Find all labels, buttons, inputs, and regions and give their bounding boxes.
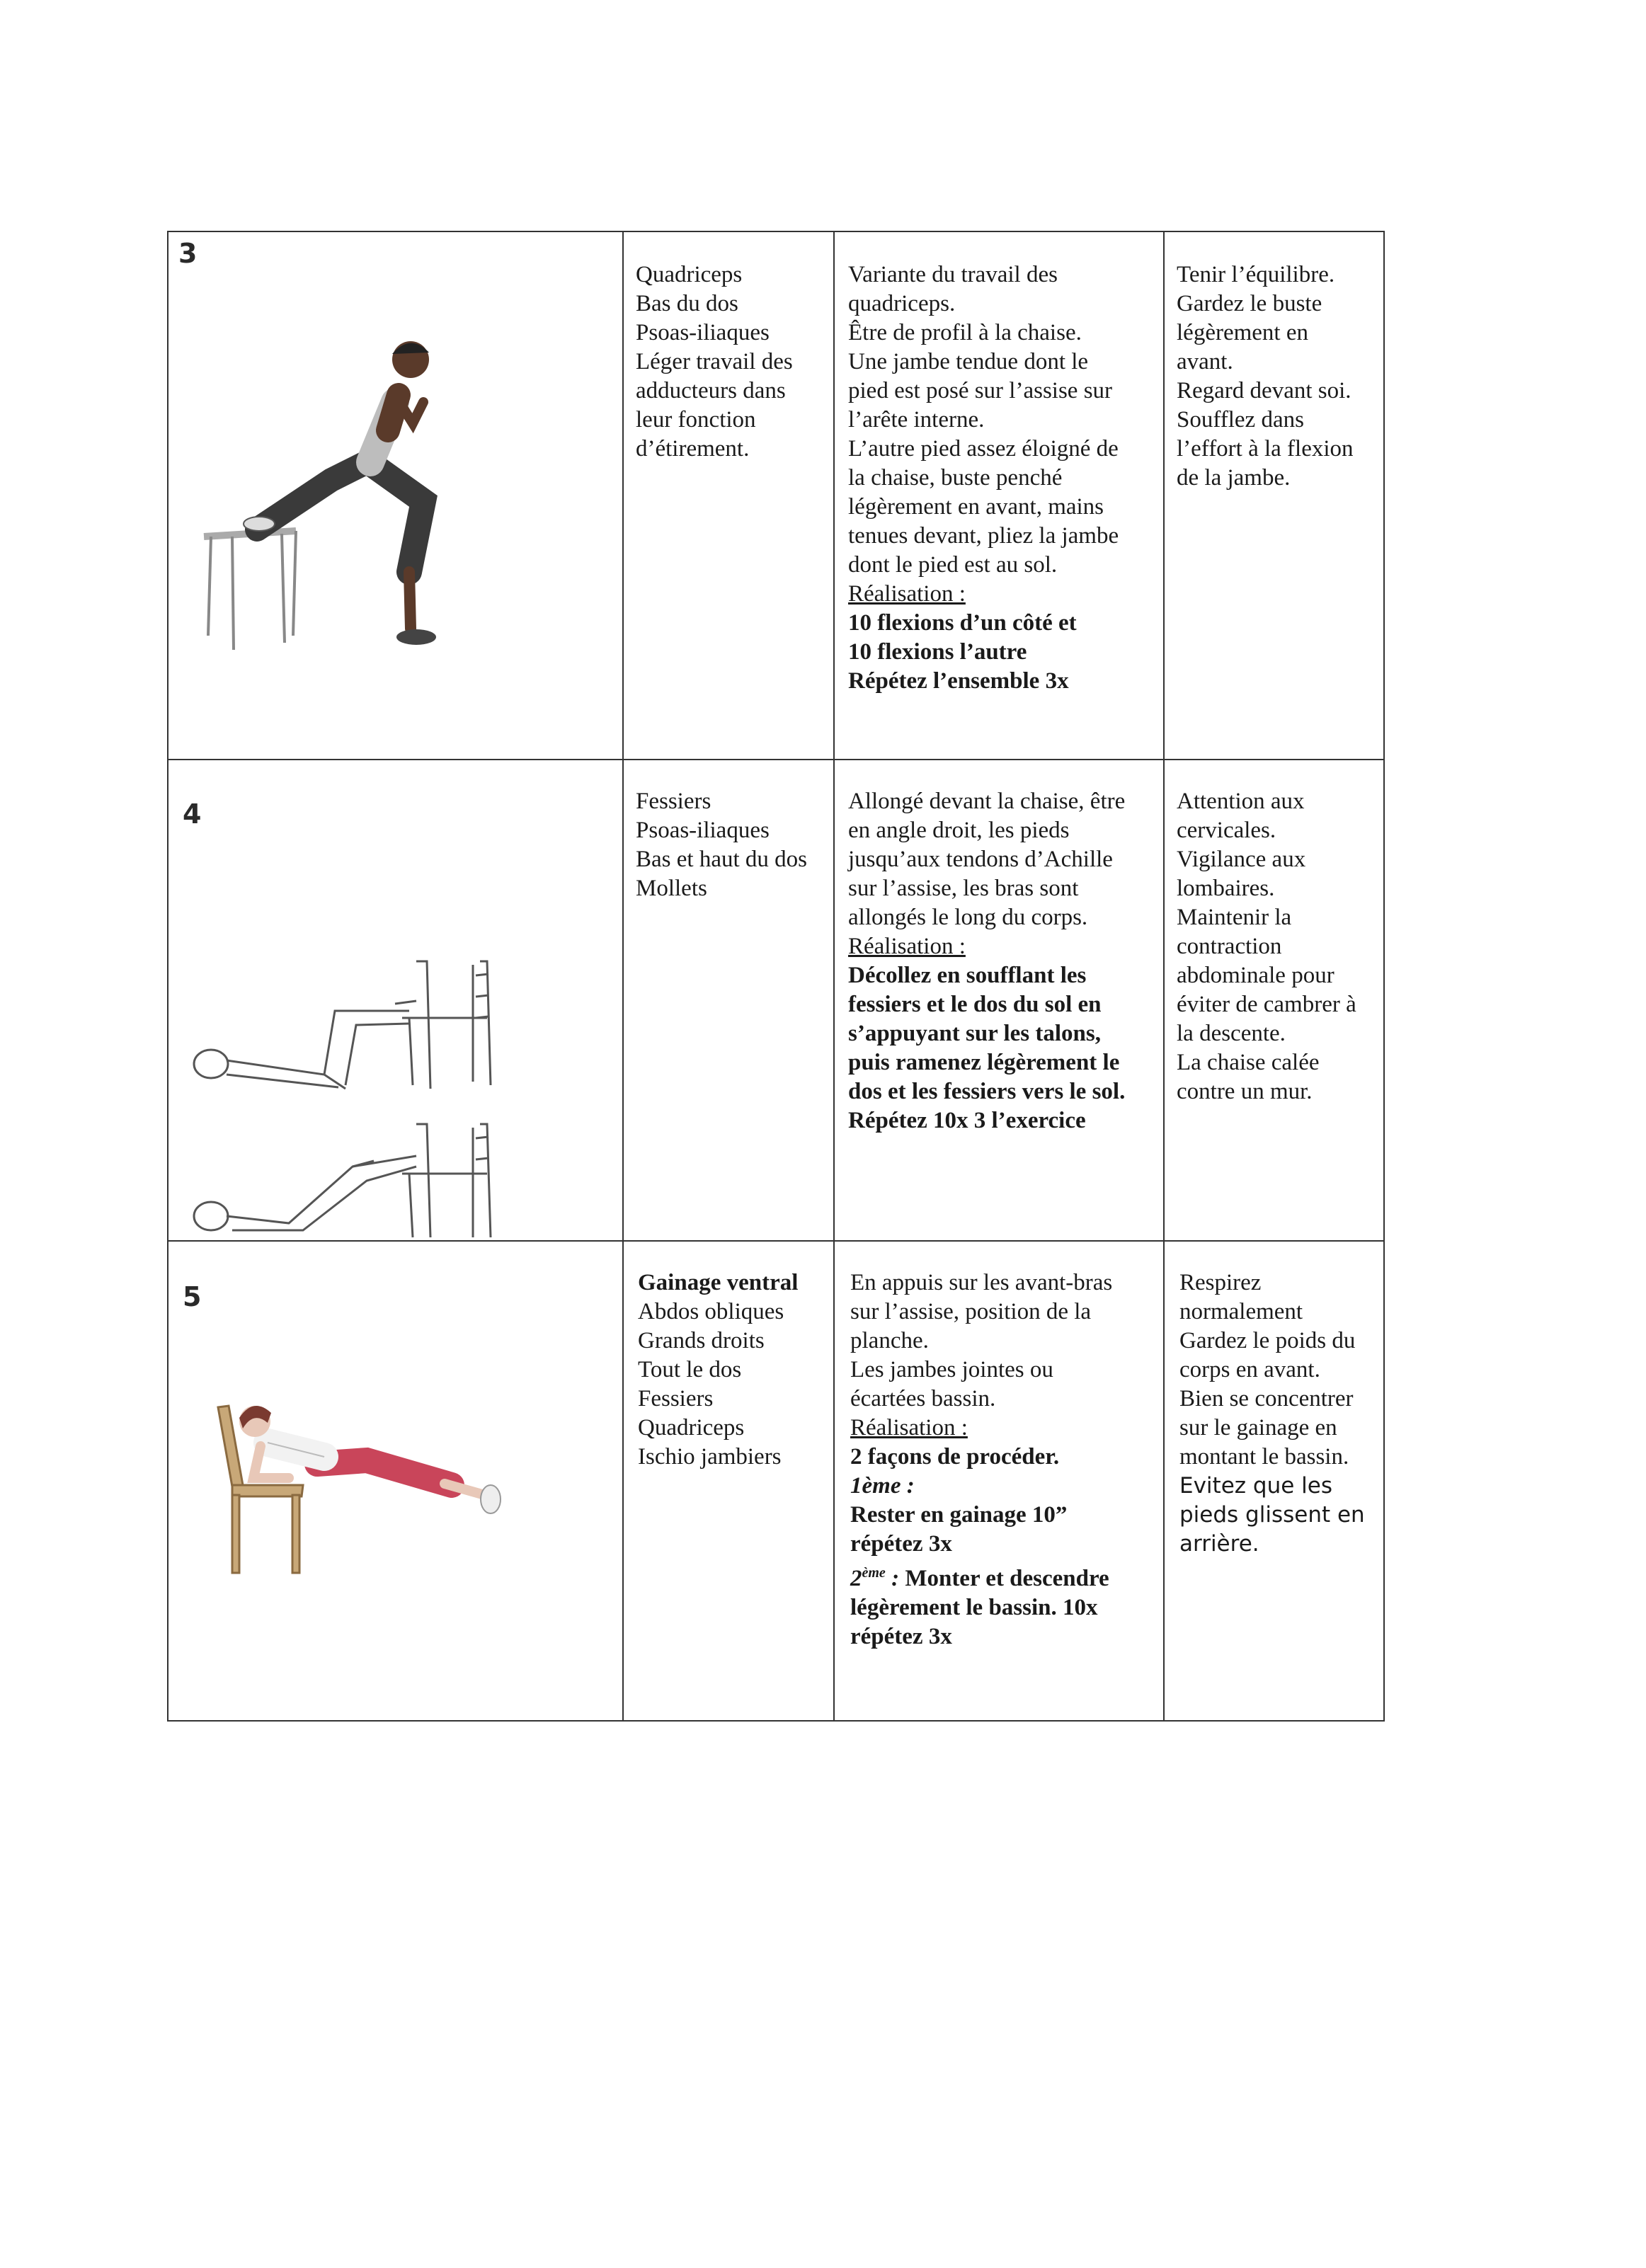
method-1-label: 1ème : [850, 1473, 915, 1499]
realisation-line: Répétez l’ensemble 3x [848, 668, 1069, 694]
muscle-item: d’étirement. [636, 436, 750, 462]
method-2-line: Monter et descendre [905, 1566, 1109, 1591]
advice-line: légèrement en [1177, 320, 1308, 345]
description-line: pied est posé sur l’assise sur [848, 378, 1113, 403]
advice-line: Gardez le poids du [1179, 1328, 1356, 1353]
realisation-line: 10 flexions l’autre [848, 639, 1027, 665]
method-2-number: 2 [850, 1566, 862, 1591]
description-line: Une jambe tendue dont le [848, 349, 1089, 374]
advice-line: Evitez que les [1179, 1473, 1332, 1499]
advice-line: cervicales. [1177, 818, 1276, 843]
advice-line: pieds glissent en [1179, 1502, 1365, 1528]
muscles-column [638, 1268, 798, 1472]
description-line: en angle droit, les pieds [848, 818, 1070, 843]
advice-line: montant le bassin. [1179, 1444, 1349, 1470]
method-2-superscript: ème [862, 1565, 886, 1581]
muscles-column [636, 787, 807, 903]
advice-line: Soufflez dans [1177, 407, 1304, 433]
column-divider [1163, 232, 1165, 1720]
plank-on-chair-illustration [211, 1379, 522, 1577]
lunge-on-chair-illustration [190, 324, 473, 678]
description-line: dont le pied est au sol. [848, 552, 1058, 578]
advice-line: arrière. [1179, 1531, 1259, 1557]
muscle-item: Grands droits [638, 1328, 765, 1353]
exercise-number: 3 [178, 238, 198, 269]
description-line: quadriceps. [848, 291, 956, 316]
description-line: tenues devant, pliez la jambe [848, 523, 1119, 549]
advice-line: Gardez le buste [1177, 291, 1322, 316]
method-2-colon: : [885, 1566, 900, 1591]
realisation-label: Réalisation : [848, 581, 966, 607]
realisation-label: Réalisation : [850, 1415, 968, 1441]
description-line: la chaise, buste penché [848, 465, 1063, 491]
row-divider [168, 1240, 1383, 1242]
advice-line: Maintenir la [1177, 905, 1292, 930]
description-column [848, 787, 1125, 1135]
advice-line: Respirez [1179, 1270, 1262, 1295]
muscles-column [636, 260, 793, 464]
advice-line: Regard devant soi. [1177, 378, 1351, 403]
method-1-line: répétez 3x [850, 1531, 952, 1557]
column-divider [622, 232, 624, 1720]
muscle-item: Bas et haut du dos [636, 847, 807, 872]
advice-line: avant. [1177, 349, 1233, 374]
advice-line: Attention aux [1177, 789, 1305, 814]
description-line: sur l’assise, position de la [850, 1299, 1092, 1324]
description-line: sur l’assise, les bras sont [848, 876, 1079, 901]
advice-line: Vigilance aux [1177, 847, 1306, 872]
advice-line: corps en avant. [1179, 1357, 1320, 1382]
advice-column [1179, 1268, 1365, 1559]
realisation-line: dos et les fessiers vers le sol. [848, 1079, 1126, 1104]
advice-line: éviter de cambrer à [1177, 992, 1356, 1017]
description-line: Être de profil à la chaise. [848, 320, 1082, 345]
advice-line: l’effort à la flexion [1177, 436, 1354, 462]
exercise-number: 5 [183, 1281, 202, 1312]
advice-line: Tenir l’équilibre. [1177, 262, 1335, 287]
row-divider [168, 759, 1383, 760]
muscle-item: Abdos obliques [638, 1299, 784, 1324]
muscle-item: Ischio jambiers [638, 1444, 782, 1470]
advice-column [1177, 787, 1356, 1106]
muscles-title: Gainage ventral [638, 1270, 799, 1295]
muscle-item: Quadriceps [638, 1415, 745, 1441]
advice-line: contraction [1177, 934, 1282, 959]
realisation-intro: 2 façons de procéder. [850, 1444, 1060, 1470]
realisation-line: 10 flexions d’un côté et [848, 610, 1077, 636]
advice-line: sur le gainage en [1179, 1415, 1337, 1441]
realisation-line: Répétez 10x 3 l’exercice [848, 1108, 1086, 1133]
description-line: légèrement en avant, mains [848, 494, 1104, 520]
description-line: Allongé devant la chaise, être [848, 789, 1126, 814]
description-column [850, 1268, 1112, 1651]
advice-line: contre un mur. [1177, 1079, 1313, 1104]
realisation-line: s’appuyant sur les talons, [848, 1021, 1101, 1046]
muscle-item: Quadriceps [636, 262, 743, 287]
description-column [848, 260, 1119, 696]
description-line: planche. [850, 1328, 929, 1353]
description-line: Variante du travail des [848, 262, 1058, 287]
description-line: l’arête interne. [848, 407, 985, 433]
method-2-heading [850, 1559, 1112, 1593]
method-2-line: répétez 3x [850, 1624, 952, 1649]
method-2-line: légèrement le bassin. 10x [850, 1595, 1098, 1620]
advice-line: abdominale pour [1177, 963, 1334, 988]
advice-column [1177, 260, 1354, 493]
description-line: L’autre pied assez éloigné de [848, 436, 1119, 462]
realisation-line: puis ramenez légèrement le [848, 1050, 1120, 1075]
muscle-item: Psoas-iliaques [636, 818, 770, 843]
muscle-item: Tout le dos [638, 1357, 742, 1382]
muscle-item: Fessiers [638, 1386, 714, 1411]
advice-line: Bien se concentrer [1179, 1386, 1354, 1411]
advice-line: La chaise calée [1177, 1050, 1320, 1075]
muscle-item: Fessiers [636, 789, 711, 814]
exercise-table [167, 231, 1385, 1722]
method-1-line: Rester en gainage 10” [850, 1502, 1068, 1528]
advice-line: lombaires. [1177, 876, 1275, 901]
muscle-item: Mollets [636, 876, 707, 901]
advice-line: de la jambe. [1177, 465, 1291, 491]
realisation-label: Réalisation : [848, 934, 966, 959]
exercise-number: 4 [183, 798, 202, 830]
realisation-line: Décollez en soufflant les [848, 963, 1087, 988]
bridge-on-chair-illustration [183, 933, 508, 1237]
muscle-item: Psoas-iliaques [636, 320, 770, 345]
muscle-item: leur fonction [636, 407, 756, 433]
description-line: En appuis sur les avant-bras [850, 1270, 1113, 1295]
description-line: Les jambes jointes ou [850, 1357, 1053, 1382]
muscle-item: Bas du dos [636, 291, 738, 316]
muscle-item: Léger travail des [636, 349, 793, 374]
description-line: écartées bassin. [850, 1386, 996, 1411]
column-divider [833, 232, 835, 1720]
description-line: allongés le long du corps. [848, 905, 1088, 930]
realisation-line: fessiers et le dos du sol en [848, 992, 1102, 1017]
description-line: jusqu’aux tendons d’Achille [848, 847, 1113, 872]
advice-line: normalement [1179, 1299, 1303, 1324]
muscle-item: adducteurs dans [636, 378, 786, 403]
advice-line: la descente. [1177, 1021, 1286, 1046]
